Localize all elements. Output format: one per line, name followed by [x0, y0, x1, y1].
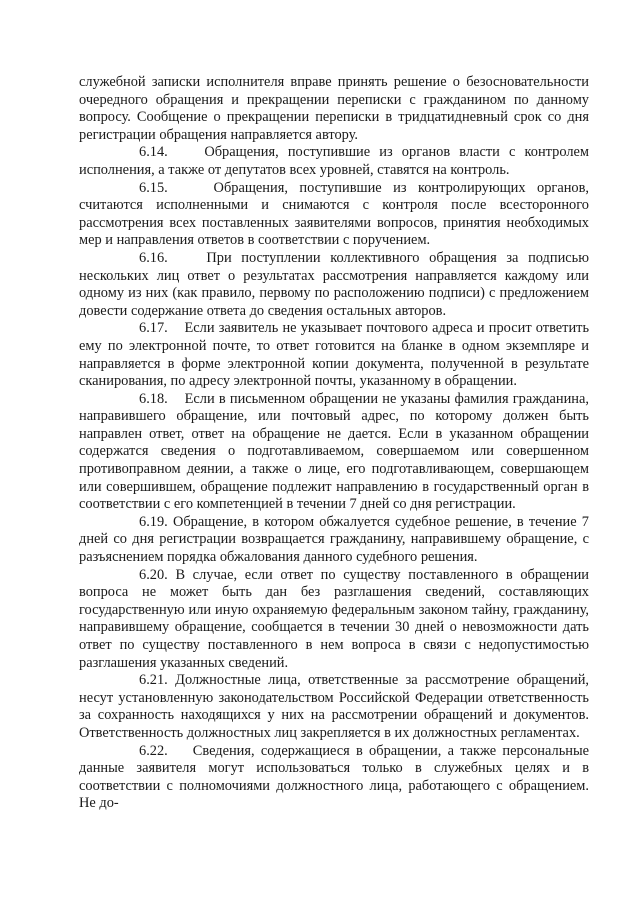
- paragraph-text: Сведения, содержащиеся в обращении, а также персональные данные заявителя могут использоваться только в служебных целях и в соответствии с полномочиями должностного лица, работающего с обращением. Не до-: [79, 742, 590, 812]
- paragraph-text: Обращения, поступившие из контролирующих органов, считаются исполненными и снимаются с контроля после всесторонного рассмотрения всех поставленных заявителями вопросов, принятия необходимых мер и направления ответов в соответствии с поручением.: [79, 179, 589, 249]
- paragraph-number: 6.15.: [139, 179, 168, 196]
- paragraph-number: 6.18.: [139, 390, 168, 407]
- continuation-paragraph: служебной записки исполнителя вправе принять решение о безосновательности очередного обращения и прекращении переписки с гражданином по данному вопросу. Сообщение о прекращении переписки в тридцатидневный срок со дня регистрации обращения направляется автору.: [79, 74, 589, 143]
- paragraph-number: 6.22.: [139, 742, 168, 759]
- paragraph-text: Должностные лица, ответственные за рассмотрение обращений, несут установленную законодательством Российской Федерации ответственность за сохранность находящихся у них на рассмотрении обращений и документов. Ответственность должностных лиц закрепляется в их должностных регламентах.: [79, 672, 589, 741]
- paragraph-6-14: [79, 144, 589, 179]
- paragraph-text: Обращение, в котором обжалуется судебное решение, в течение 7 дней со дня регистрации возвращается гражданину, направившему обращение, с разъяснением порядка обжалования данного судебного решения.: [79, 513, 589, 566]
- paragraph-number: 6.19.: [139, 513, 168, 530]
- paragraph-number: 6.21.: [139, 672, 168, 689]
- paragraph-text: Обращения, поступившие из органов власти с контролем исполнения, а также от депутатов всех уровней, ставятся на контроль.: [79, 144, 590, 178]
- paragraph-6-18: [79, 391, 589, 514]
- paragraph-6-21: [79, 672, 589, 742]
- paragraph-text: Если в письменном обращении не указаны фамилия гражданина, направившего обращение, или почтовый адрес, по которому должен быть направлен ответ, ответ на обращение не дается. Если в указанном обращении содержатся сведения о подготавливаемом, совершаемом или совершенном противоправном деянии, а также о лице, его подготавливающем, совершающем или совершившем, обращение подлежит направлению в государственный орган в соответствии с его компетенцией в течении 7 дней со дня регистрации.: [79, 390, 589, 513]
- paragraph-6-20: [79, 567, 589, 673]
- paragraph-text: В случае, если ответ по существу поставленного в обращении вопроса не может быть дан без разглашения сведений, составляющих государственную или иную охраняемую федеральным законом тайну, гражданину, направившему обращение, сообщается в течении 30 дней о невозможности дать ответ по существу поставленного в нем вопроса в связи с недопустимостью разглашения указанных сведений.: [79, 566, 589, 671]
- paragraph-number: 6.17.: [139, 320, 168, 337]
- paragraph-6-16: [79, 250, 589, 320]
- paragraph-6-19: [79, 514, 589, 567]
- paragraph-text: Если заявитель не указывает почтового адреса и просит ответить ему по электронной почте, то ответ готовится на бланке в одном экземпляре и направляется в форме электронной копии документа, полученной в результате сканирования, по адресу электронной почты, указанному в обращении.: [79, 320, 590, 390]
- paragraph-6-22: [79, 743, 589, 813]
- paragraph-6-17: [79, 320, 589, 390]
- paragraph-number: 6.16.: [139, 249, 168, 266]
- document-body: [79, 74, 589, 813]
- paragraph-number: 6.20.: [139, 566, 168, 583]
- paragraph-number: 6.14.: [139, 144, 168, 161]
- paragraph-6-15: [79, 180, 589, 250]
- paragraph-text: При поступлении коллективного обращения за подписью нескольких лиц ответ о результатах рассмотрения направляется каждому или одному из них (как правило, первому по расположению подписи) с предложением довести содержание ответа до сведения остальных авторов.: [79, 249, 589, 319]
